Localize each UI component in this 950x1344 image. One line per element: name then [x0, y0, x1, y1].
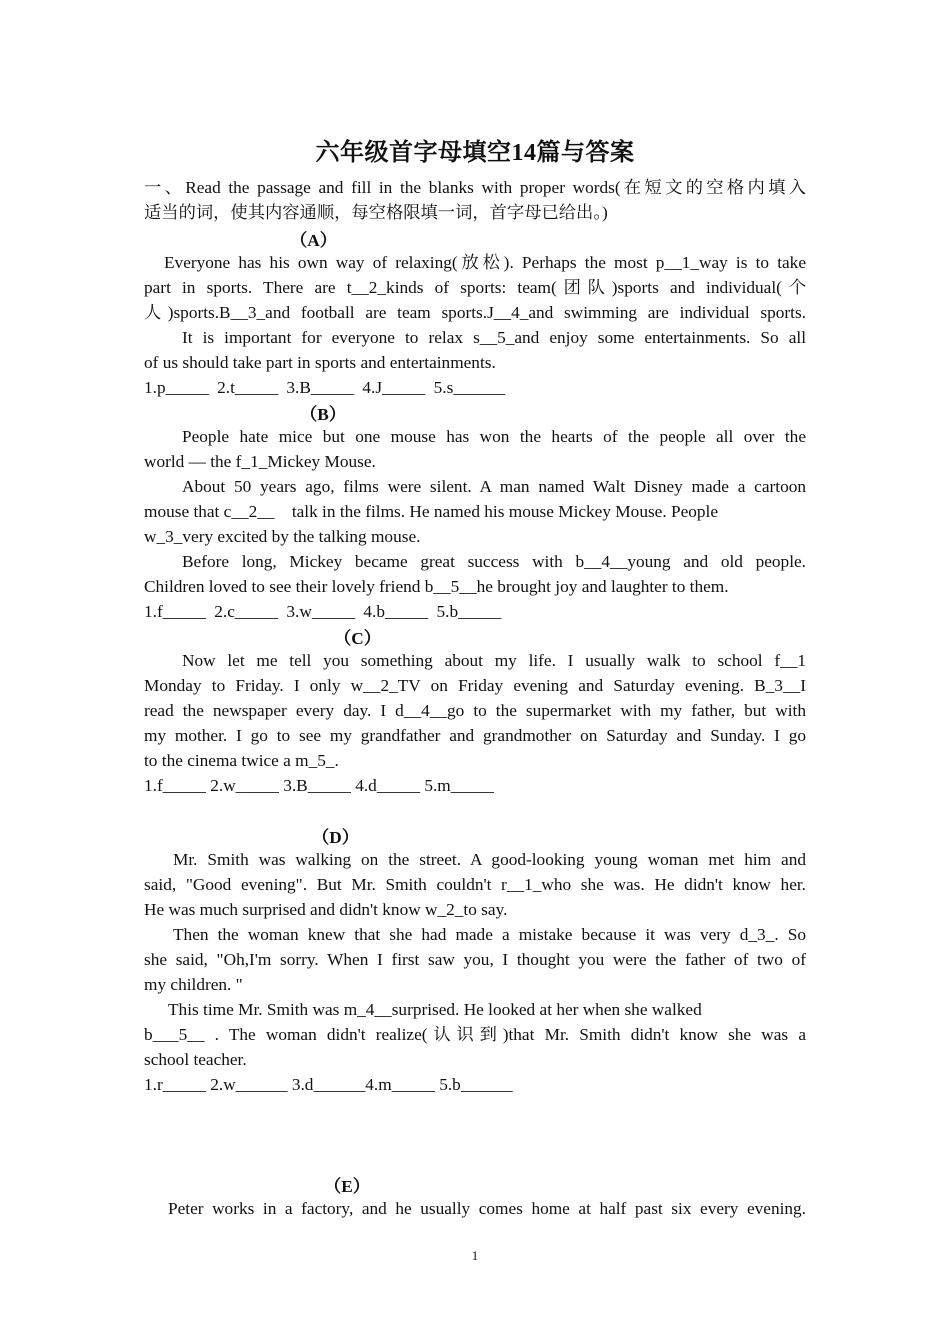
section-b-line-2: world — the f_1_Mickey Mouse.	[144, 452, 376, 471]
section-c-heading: （C）	[334, 629, 382, 648]
section-d-line-3: He was much surprised and didn't know w_2_to say.	[144, 900, 508, 919]
section-b-answers: 1.f_____ 2.c_____ 3.w_____ 4.b_____ 5.b_____	[144, 602, 502, 621]
section-a-heading: （A）	[290, 231, 338, 250]
section-d-line-9: school teacher.	[144, 1050, 247, 1069]
section-e-heading: （E）	[324, 1177, 371, 1196]
section-d-line-2: said, "Good evening". But Mr. Smith couldn't r__1_who she was. He didn't know her.	[144, 875, 806, 894]
section-b-line-1: People hate mice but one mouse has won the hearts of the people all over the	[182, 427, 806, 446]
section-d-line-1: Mr. Smith was walking on the street. A good-looking young woman met him and	[173, 850, 806, 869]
section-b-line-7: Children loved to see their lovely friend b__5__he brought joy and laughter to them.	[144, 577, 729, 596]
section-a-line-2: part in sports. There are t__2_kinds of sports: team(团队)sports and individual(个	[144, 278, 806, 297]
section-c-line-1: Now let me tell you something about my life. I usually walk to school f__1	[182, 651, 806, 670]
section-a-answers: 1.p_____ 2.t_____ 3.B_____ 4.J_____ 5.s______	[144, 378, 506, 397]
section-d-line-6: my children. "	[144, 975, 243, 994]
instructions-line-2: 适当的词，使其内容通顺，每空格限填一词，首字母已给出。)	[144, 203, 608, 222]
section-d-line-8: b___5__ . The woman didn't realize(认识到)that Mr. Smith didn't know she was a	[144, 1025, 806, 1044]
section-a-line-1: Everyone has his own way of relaxing(放松). Perhaps the most p__1_way is to take	[164, 253, 806, 272]
section-c-line-5: to the cinema twice a m_5_.	[144, 751, 339, 770]
page-number: 1	[471, 1248, 479, 1263]
section-c-line-4: my mother. I go to see my grandfather and grandmother on Saturday and Sunday. I go	[144, 726, 806, 745]
section-c-line-3: read the newspaper every day. I d__4__go to the supermarket with my father, but with	[144, 701, 806, 720]
section-a-line-3: 人)sports.B__3_and football are team sports.J__4_and swimming are individual sports.	[144, 303, 806, 322]
section-b-heading: （B）	[300, 405, 347, 424]
section-d-line-7: This time Mr. Smith was m_4__surprised. He looked at her when she walked	[168, 1000, 702, 1019]
section-b-line-3: About 50 years ago, films were silent. A man named Walt Disney made a cartoon	[182, 477, 806, 496]
section-a-line-4: It is important for everyone to relax s__5_and enjoy some entertainments. So all	[182, 328, 806, 347]
section-d-line-5: she said, "Oh,I'm sorry. When I first saw you, I thought you were the father of two of	[144, 950, 806, 969]
section-e-line-1: Peter works in a factory, and he usually comes home at half past six every evening.	[168, 1199, 806, 1218]
page-title: 六年级首字母填空14篇与答案	[315, 140, 635, 166]
section-a-line-5: of us should take part in sports and entertainments.	[144, 353, 496, 372]
section-b-line-5: w_3_very excited by the talking mouse.	[144, 527, 421, 546]
section-d-line-4: Then the woman knew that she had made a mistake because it was very d_3_. So	[173, 925, 806, 944]
section-b-line-6: Before long, Mickey became great success with b__4__young and old people.	[182, 552, 806, 571]
section-b-line-4: mouse that c__2__ talk in the films. He named his mouse Mickey Mouse. People	[144, 502, 719, 521]
instructions-line-1: 一、Read the passage and fill in the blanks with proper words(在短文的空格内填入	[144, 178, 806, 197]
section-c-line-2: Monday to Friday. I only w__2_TV on Friday evening and Saturday evening. B_3__I	[144, 676, 806, 695]
section-d-answers: 1.r_____ 2.w______ 3.d______4.m_____ 5.b______	[144, 1075, 513, 1094]
section-c-answers: 1.f_____ 2.w_____ 3.B_____ 4.d_____ 5.m_____	[144, 776, 494, 795]
section-d-heading: （D）	[312, 828, 360, 847]
